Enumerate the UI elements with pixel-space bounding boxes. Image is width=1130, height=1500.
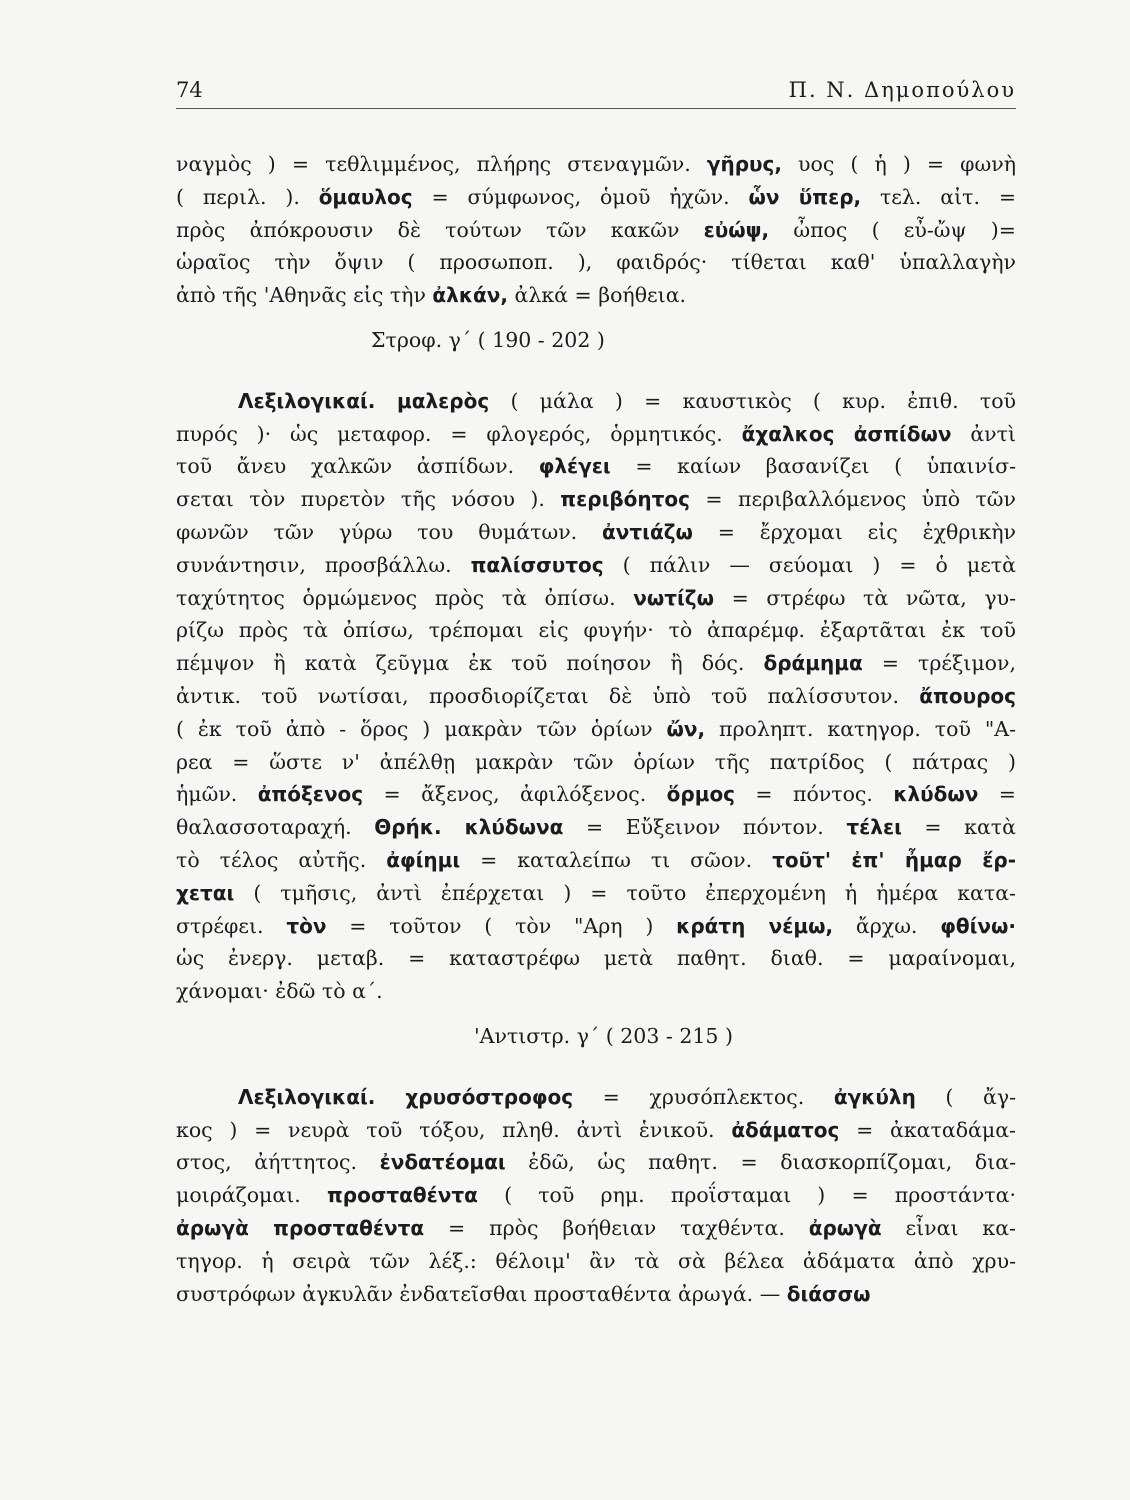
text-line: [176, 549, 1016, 582]
gloss-text: = πρὸς βοήθειαν ταχθέντα.: [424, 1215, 809, 1240]
gloss-text: = καίων βασανίζει ( ὑπαινίσ-: [610, 454, 1016, 479]
lemma-term: παλίσσυτος: [470, 552, 604, 577]
text-line: [176, 418, 1016, 451]
gloss-text: = περιβαλλόμενος ὑπὸ τῶν: [690, 487, 1016, 512]
gloss-text: πυρός )· ὡς μεταφορ. = φλογερός, ὁρμητικός.: [176, 421, 742, 446]
text-line: [176, 811, 1016, 844]
gloss-text: = σύμφωνος, ὁμοῦ ἠχῶν.: [412, 184, 749, 209]
text-line: [176, 246, 1016, 279]
text-line: [176, 778, 1016, 811]
gloss-text: ρεα = ὥστε ν' ἀπέλθῃ μακρὰν τῶν ὁρίων τῆς πατρίδος ( πάτρας ): [176, 749, 1016, 774]
commentary-paragraph-1: [176, 148, 1016, 312]
gloss-text: ταχύτητος ὁρμώμενος πρὸς τὰ ὀπίσω.: [176, 585, 634, 610]
text-line: [176, 516, 1016, 549]
text-line: [176, 877, 1016, 910]
text-line: [176, 279, 1016, 312]
lemma-term: Λεξιλογικαί. μαλερὸς: [238, 388, 490, 413]
body-text: [176, 148, 1016, 1310]
gloss-text: πέμψον ἢ κατὰ ζεῦγμα ἐκ τοῦ ποίησον ἢ δός.: [176, 651, 764, 676]
text-line: [176, 483, 1016, 516]
text-line: [176, 1212, 1016, 1245]
gloss-text: ( ἐκ τοῦ ἀπὸ - ὅρος ) μακρὰν τῶν ὁρίων: [176, 716, 667, 741]
gloss-text: σεται τὸν πυρετὸν τῆς νόσου ).: [176, 487, 561, 512]
lemma-term: ἐνδατέομαι: [379, 1150, 506, 1175]
lemma-term: Λεξιλογικαί. χρυσόστροφος: [238, 1084, 574, 1109]
gloss-text: συνάντησιν, προσβάλλω.: [176, 552, 471, 577]
text-line: [176, 1278, 1016, 1311]
gloss-text: προληπτ. κατηγορ. τοῦ "Α-: [705, 716, 1016, 741]
gloss-text: ἐδῶ, ὡς παθητ. = διασκορπίζομαι, δια-: [505, 1150, 1016, 1175]
text-line: [176, 148, 1016, 181]
lemma-term: προσταθέντα: [326, 1183, 478, 1208]
section-heading-antistrophe: 'Αντιστρ. γ΄ ( 203 - 215 ): [474, 1023, 733, 1048]
gloss-text: τηγορ. ἡ σειρὰ τῶν λέξ.: θέλοιμ' ἂν τὰ σὰ βέλεα ἀδάματα ἀπὸ χρυ-: [176, 1248, 1016, 1273]
gloss-text: = Εὔξεινον πόντον.: [563, 815, 847, 840]
text-line: [176, 1245, 1016, 1278]
gloss-text: ( περιλ. ).: [176, 184, 319, 209]
gloss-text: ἀντικ. τοῦ νωτίσαι, προσδιορίζεται δὲ ὑπὸ τοῦ παλίσσυτον.: [176, 683, 920, 708]
text-line: [176, 1114, 1016, 1147]
lemma-term: τὸν: [286, 913, 327, 938]
text-line: [176, 942, 1016, 975]
gloss-text: = πόντος.: [735, 782, 894, 807]
gloss-text: υος ( ἡ ) = φωνὴ: [781, 152, 1016, 176]
gloss-text: κος ) = νευρὰ τοῦ τόξου, πληθ. ἀντὶ ἑνικοῦ.: [176, 1117, 732, 1142]
lemma-term: ἀλκάν,: [432, 283, 508, 308]
lemma-term: περιβόητος: [560, 487, 691, 512]
lemma-term: φθίνω·: [940, 913, 1016, 938]
commentary-paragraph-3: [176, 1081, 1016, 1311]
gloss-text: μοιράζομαι.: [176, 1183, 327, 1208]
gloss-text: εἶναι κα-: [881, 1215, 1016, 1240]
text-line: [176, 680, 1016, 713]
running-head: Π. Ν. Δημοπούλου: [788, 78, 1016, 102]
text-line: [176, 214, 1016, 247]
gloss-text: ὡς ἐνεργ. μεταβ. = καταστρέφω μετὰ παθητ. διαθ. = μαραίνομαι,: [176, 946, 1016, 971]
text-line: [176, 746, 1016, 779]
lemma-term: ὅμαυλος: [318, 184, 413, 209]
text-line: [176, 181, 1016, 214]
text-line: [176, 910, 1016, 943]
text-line: [176, 647, 1016, 680]
gloss-text: ( ἄγ-: [915, 1084, 1016, 1109]
lemma-term: χεται: [176, 880, 235, 905]
lemma-term: ὧν ὕπερ,: [748, 184, 862, 209]
section-heading-strophe: Στροφ. γ΄ ( 190 - 202 ): [371, 327, 605, 352]
text-line: [176, 1146, 1016, 1179]
commentary-paragraph-2: [176, 385, 1016, 1008]
text-line: [176, 450, 1016, 483]
lemma-term: δράμημα: [763, 651, 863, 676]
lemma-term: τοῦτ' ἐπ' ἦμαρ ἔρ-: [772, 847, 1016, 872]
text-line: [176, 1179, 1016, 1212]
gloss-text: ( τμῆσις, ἀντὶ ἐπέρχεται ) = τοῦτο ἐπερχομένη ἡ ἡμέρα κατα-: [234, 880, 1016, 905]
gloss-text: χάνομαι· ἐδῶ τὸ α΄.: [176, 979, 383, 1004]
lemma-term: κράτη νέμω,: [676, 913, 834, 938]
gloss-text: φωνῶν τῶν γύρω του θυμάτων.: [176, 519, 603, 544]
gloss-text: = ἀκαταδάμα-: [839, 1117, 1016, 1142]
gloss-text: ἄρχω.: [833, 913, 941, 938]
gloss-text: ρίζω πρὸς τὰ ὀπίσω, τρέπομαι εἰς φυγήν· τὸ ἀπαρέμφ. ἐξαρτᾶται ἐκ τοῦ: [176, 618, 1016, 643]
gloss-text: θαλασσοταραχή.: [176, 815, 375, 840]
lemma-term: ἀντιάζω: [602, 519, 693, 544]
gloss-text: ἡμῶν.: [176, 782, 258, 807]
text-line: [176, 844, 1016, 877]
text-line: [176, 385, 1016, 418]
gloss-text: τελ. αἰτ. =: [861, 184, 1016, 209]
lemma-term: ἀδάματος: [731, 1117, 840, 1142]
lemma-term: ἀφίημι: [386, 847, 461, 872]
text-line: [176, 713, 1016, 746]
text-line: [176, 1081, 1016, 1114]
gloss-text: συστρόφων ἀγκυλᾶν ἐνδατεῖσθαι προσταθέντα ἀρωγά. —: [176, 1281, 787, 1306]
gloss-text: πρὸς ἀπόκρουσιν δὲ τούτων τῶν κακῶν: [176, 217, 704, 242]
text-line: [176, 975, 1016, 1008]
text-line: [176, 614, 1016, 647]
gloss-text: ἀλκά = βοήθεια.: [508, 283, 687, 308]
lemma-term: ἄπουρος: [919, 683, 1016, 708]
gloss-text: = καταλείπω τι σῶον.: [460, 847, 773, 872]
gloss-text: ναγμὸς ) = τεθλιμμένος, πλήρης στεναγμῶν.: [176, 152, 707, 176]
gloss-text: τοῦ ἄνευ χαλκῶν ἀσπίδων.: [176, 454, 539, 479]
gloss-text: ( πάλιν — σεύομαι ) = ὁ μετὰ: [603, 552, 1016, 577]
gloss-text: ( τοῦ ρημ. προΐσταμαι ) = προστάντα·: [477, 1183, 1016, 1208]
gloss-text: ( μάλα ) = καυστικὸς ( κυρ. ἐπιθ. τοῦ: [489, 388, 1016, 413]
lemma-term: διάσσω: [786, 1281, 871, 1306]
page-number: 74: [176, 78, 203, 102]
page-header: [176, 74, 1016, 109]
gloss-text: = στρέφω τὰ νῶτα, γυ-: [713, 585, 1016, 610]
gloss-text: στρέφει.: [176, 913, 287, 938]
gloss-text: = ἔρχομαι εἰς ἐχθρικὴν: [692, 519, 1016, 544]
lemma-term: τέλει: [846, 815, 902, 840]
gloss-text: τὸ τέλος αὐτῆς.: [176, 847, 387, 872]
lemma-term: ἄχαλκος ἀσπίδων: [741, 421, 952, 446]
gloss-text: ὡραῖος τὴν ὄψιν ( προσωποπ. ), φαιδρός· τίθεται καθ' ὑπαλλαγὴν: [176, 250, 1016, 275]
lemma-term: νωτίζω: [633, 585, 714, 610]
gloss-text: ἀντὶ: [951, 421, 1016, 446]
gloss-text: ὦπος ( εὖ-ὤψ )=: [769, 217, 1016, 242]
lemma-term: ἀπόξενος: [257, 782, 364, 807]
gloss-text: ἀπὸ τῆς 'Αθηνᾶς εἰς τὴν: [176, 283, 433, 308]
gloss-text: στος, ἀήττητος.: [176, 1150, 380, 1175]
lemma-term: ἀγκύλη: [833, 1084, 916, 1109]
gloss-text: = ἄξενος, ἀφιλόξενος.: [363, 782, 667, 807]
lemma-term: εὐώψ,: [703, 217, 770, 242]
text-line: [176, 582, 1016, 615]
lemma-term: κλύδων: [893, 782, 979, 807]
gloss-text: = χρυσόπλεκτος.: [573, 1084, 834, 1109]
gloss-text: = τοῦτον ( τὸν "Αρη ): [326, 913, 677, 938]
lemma-term: ὤν,: [666, 716, 706, 741]
lemma-term: ἀρωγὰ προσταθέντα: [176, 1215, 425, 1240]
lemma-term: ὅρμος: [666, 782, 736, 807]
gloss-text: =: [978, 782, 1016, 807]
gloss-text: = κατὰ: [901, 815, 1016, 840]
gloss-text: = τρέξιμον,: [862, 651, 1016, 676]
lemma-term: φλέγει: [538, 454, 611, 479]
lemma-term: ἀρωγὰ: [808, 1215, 882, 1240]
lemma-term: γῆρυς,: [706, 152, 782, 176]
lemma-term: Θρήκ. κλύδωνα: [374, 815, 564, 840]
